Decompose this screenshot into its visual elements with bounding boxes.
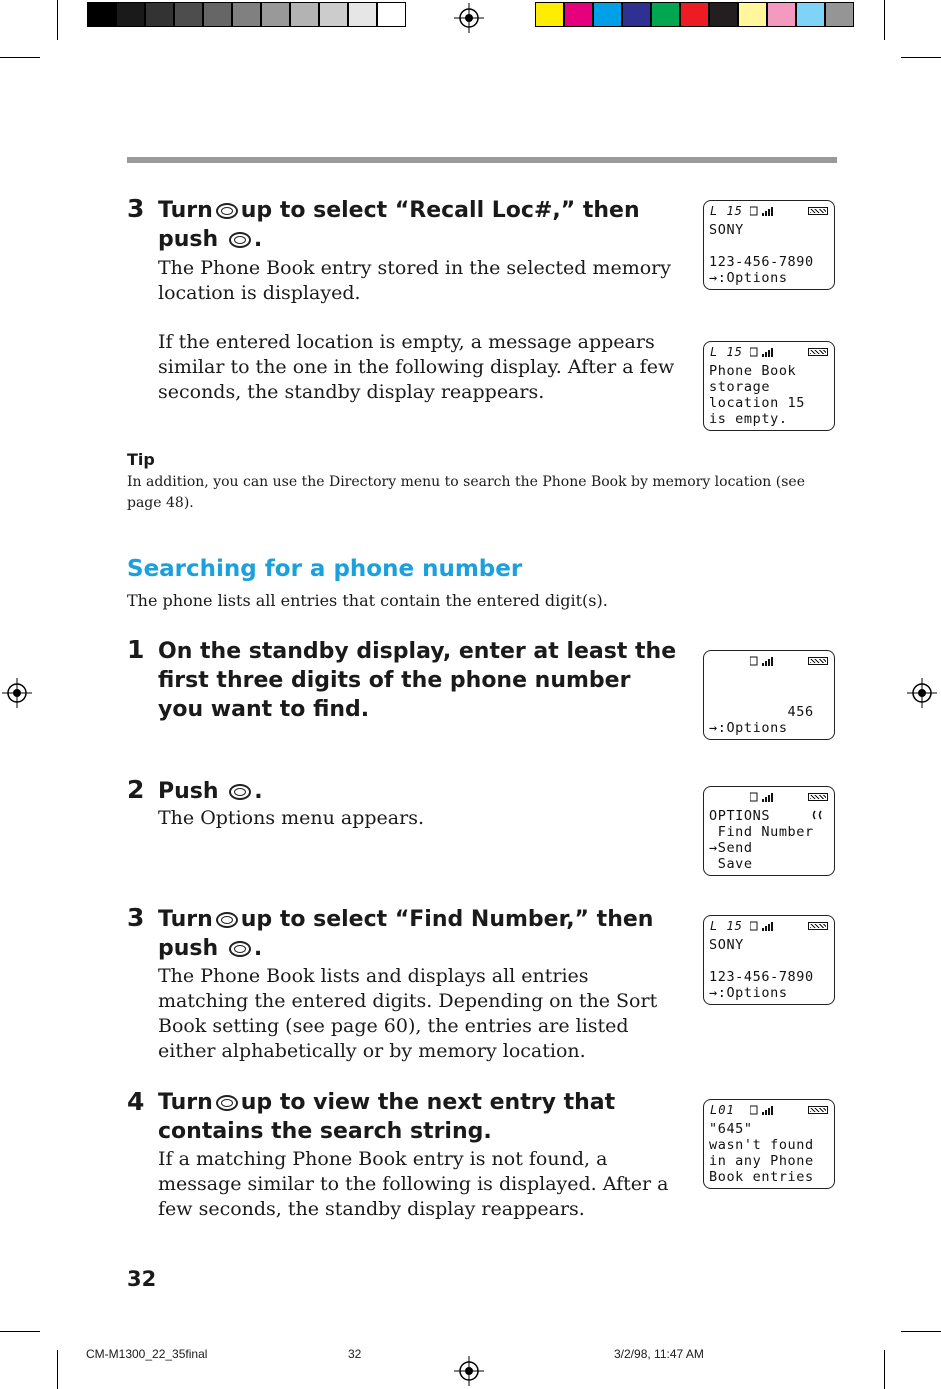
jog-dial-icon xyxy=(216,912,238,928)
color-swatch xyxy=(174,2,203,27)
crop-mark xyxy=(901,1331,941,1332)
step-number: 3 xyxy=(127,194,145,223)
slug-date: 3/2/98, 11:47 AM xyxy=(614,1347,704,1361)
color-swatch xyxy=(767,2,796,27)
crop-mark xyxy=(0,57,40,58)
battery-icon xyxy=(808,793,828,801)
memory-location: L 15 xyxy=(710,919,743,933)
step-number: 2 xyxy=(127,775,145,804)
step-body: The Options menu appears. xyxy=(158,807,424,829)
jog-dial-icon xyxy=(216,1095,238,1111)
tip-text: In addition, you can use the Directory menu to search the Phone Book by memory location (see page 48). xyxy=(127,474,805,511)
crop-mark xyxy=(884,0,885,40)
color-swatch xyxy=(651,2,680,27)
signal-strength-icon xyxy=(750,921,776,931)
color-swatch xyxy=(377,2,406,27)
color-swatch xyxy=(116,2,145,27)
step-heading: Turn up to view the next entry that contains the search string. xyxy=(158,1090,616,1144)
registration-mark-icon xyxy=(2,678,32,708)
color-swatch xyxy=(145,2,174,27)
signal-strength-icon xyxy=(750,1105,776,1115)
color-swatch xyxy=(535,2,564,27)
lcd-display xyxy=(703,1099,835,1189)
lcd-line: Save xyxy=(709,856,753,872)
page-number: 32 xyxy=(127,1267,157,1291)
crop-mark xyxy=(57,0,58,40)
battery-icon xyxy=(808,348,828,356)
color-swatch xyxy=(709,2,738,27)
color-swatch xyxy=(290,2,319,27)
lcd-line: location 15 xyxy=(709,395,806,411)
lcd-line: is empty. xyxy=(709,411,788,427)
step-heading: Push . xyxy=(158,779,263,804)
lcd-line: SONY xyxy=(709,937,744,953)
color-swatch xyxy=(738,2,767,27)
lcd-line: →:Options xyxy=(709,985,788,1001)
memory-location: L01 xyxy=(710,1103,735,1117)
lcd-line: OPTIONS xyxy=(709,808,771,824)
lcd-line: Phone Book xyxy=(709,363,797,379)
jog-dial-push-icon xyxy=(229,232,251,248)
color-swatch xyxy=(622,2,651,27)
color-swatch xyxy=(87,2,116,27)
lcd-line: wasn't found xyxy=(709,1137,814,1153)
signal-strength-icon xyxy=(750,792,776,802)
section-heading: Searching for a phone number xyxy=(127,556,523,582)
color-swatch xyxy=(261,2,290,27)
step-heading: On the standby display, enter at least the first three digits of the phone number you want to find. xyxy=(158,639,677,722)
lcd-line: →Send xyxy=(709,840,753,856)
memory-location: L 15 xyxy=(710,345,743,359)
battery-icon xyxy=(808,207,828,215)
lcd-display xyxy=(703,786,835,876)
lcd-line: 456 xyxy=(709,704,814,720)
slug-filename: CM-M1300_22_35final xyxy=(86,1347,208,1361)
signal-strength-icon xyxy=(750,206,776,216)
registration-mark-icon xyxy=(454,1356,484,1386)
lcd-line: Find Number xyxy=(709,824,814,840)
battery-icon xyxy=(808,1106,828,1114)
memory-location: L 15 xyxy=(710,204,743,218)
header-rule xyxy=(127,157,837,163)
jog-dial-push-icon xyxy=(229,941,251,957)
battery-icon xyxy=(808,657,828,665)
color-swatch xyxy=(593,2,622,27)
jog-dial-icon xyxy=(216,203,238,219)
step-body: The Phone Book entry stored in the selected memory location is displayed. xyxy=(158,257,671,304)
crop-mark xyxy=(901,57,941,58)
lcd-display xyxy=(703,650,835,740)
color-swatch xyxy=(680,2,709,27)
color-swatch xyxy=(825,2,854,27)
crop-mark xyxy=(884,1350,885,1389)
step-body: If a matching Phone Book entry is not found, a message similar to the following is displayed. After a few seconds, the standby display reappears. xyxy=(158,1148,669,1220)
step-number: 1 xyxy=(127,635,145,664)
lcd-line: Book entries xyxy=(709,1169,814,1185)
color-swatch xyxy=(348,2,377,27)
lcd-line: →:Options xyxy=(709,270,788,286)
crop-mark xyxy=(57,1350,58,1389)
signal-strength-icon xyxy=(750,656,776,666)
slug-page: 32 xyxy=(348,1347,362,1361)
crop-mark xyxy=(0,1331,40,1332)
color-swatch xyxy=(564,2,593,27)
color-swatch xyxy=(319,2,348,27)
lcd-display xyxy=(703,915,835,1005)
step-number: 3 xyxy=(127,903,145,932)
step-body: If the entered location is empty, a message appears similar to the one in the following display. After a few seconds, the standby display reappears. xyxy=(158,331,675,403)
scroll-dial-icon xyxy=(812,809,828,821)
color-swatch xyxy=(203,2,232,27)
step-body: The Phone Book lists and displays all entries matching the entered digits. Depending on the Sort Book setting (see page 60), the entries are listed either alphabetically or by memory location. xyxy=(158,965,658,1062)
jog-dial-push-icon xyxy=(229,784,251,800)
registration-mark-icon xyxy=(907,678,937,708)
lcd-line: in any Phone xyxy=(709,1153,814,1169)
lcd-display xyxy=(703,341,835,431)
lcd-line: "645" xyxy=(709,1121,753,1137)
lcd-display xyxy=(703,200,835,290)
lcd-line: 123-456-7890 xyxy=(709,254,814,270)
lcd-line: 123-456-7890 xyxy=(709,969,814,985)
lcd-line: storage xyxy=(709,379,771,395)
lcd-line: SONY xyxy=(709,222,744,238)
battery-icon xyxy=(808,922,828,930)
tip-title: Tip xyxy=(127,450,155,469)
step-heading: Turn up to select “Recall Loc#,” then push . xyxy=(158,198,640,252)
signal-strength-icon xyxy=(750,347,776,357)
color-swatch xyxy=(796,2,825,27)
step-number: 4 xyxy=(127,1087,145,1116)
lcd-line: →:Options xyxy=(709,720,788,736)
registration-mark-icon xyxy=(454,3,484,33)
color-swatch xyxy=(232,2,261,27)
section-intro: The phone lists all entries that contain the entered digit(s). xyxy=(127,591,608,610)
step-heading: Turn up to select “Find Number,” then push . xyxy=(158,907,654,961)
